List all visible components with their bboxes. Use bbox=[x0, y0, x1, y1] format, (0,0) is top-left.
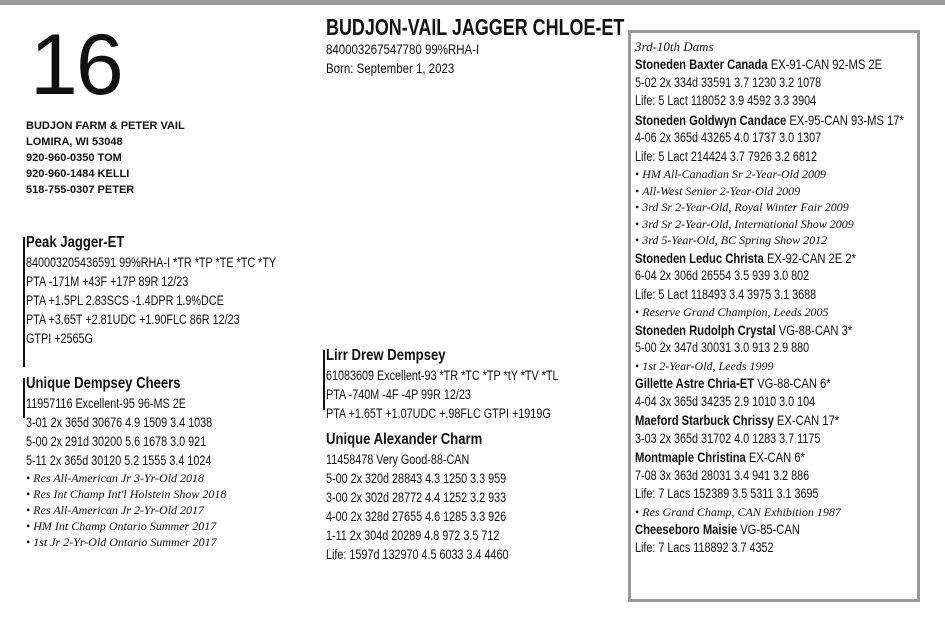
pedigree-dam-note: • 3rd 5-Year-Old, BC Spring Show 2012 bbox=[635, 232, 917, 249]
maternal-dam-line: 11458478 Very Good-88-CAN bbox=[326, 452, 470, 467]
pedigree-dam-note: • HM All-Canadian Sr 2-Year-Old 2009 bbox=[635, 166, 917, 183]
pedigree-dam-note: • All-West Senior 2-Year-Old 2009 bbox=[635, 183, 917, 200]
dam-name: Unique Dempsey Cheers bbox=[26, 375, 181, 392]
dam-line: 11957116 Excellent-95 96-MS 2E bbox=[26, 396, 186, 411]
maternal-dam-name: Unique Alexander Charm bbox=[326, 431, 483, 448]
sire-bracket bbox=[23, 237, 25, 367]
pedigree-dam-note: • 3rd Sr 2-Year-Old, Royal Winter Fair 2009 bbox=[635, 199, 917, 216]
consignor-phone: 920-960-1484 KELLI bbox=[26, 168, 130, 180]
pedigree-dam-row bbox=[635, 374, 917, 393]
pedigree-dam-classification: EX-CAN 6* bbox=[748, 449, 805, 465]
consignor-phone: 518-755-0307 PETER bbox=[26, 184, 135, 196]
pedigree-dam-classification: EX-CAN 17* bbox=[776, 412, 840, 428]
animal-registration: 840003267547780 99%RHA-I bbox=[326, 41, 480, 57]
animal-born-date: Born: September 1, 2023 bbox=[326, 60, 455, 76]
pedigree-dam-record: 3-03 2x 365d 31702 4.0 1283 3.7 1175 bbox=[635, 430, 821, 446]
dam-record: 3-01 2x 365d 30676 4.9 1509 3.4 1038 bbox=[26, 415, 213, 430]
dam-note: • Res Int Champ Int'l Holstein Show 2018 bbox=[26, 486, 259, 502]
pedigree-dam-record: Life: 5 Lact 214424 3.7 7926 3.2 6812 bbox=[635, 148, 817, 164]
pedigree-dam-record: 4-06 2x 365d 43265 4.0 1737 3.0 1307 bbox=[635, 130, 822, 145]
pedigree-dam-name: Stoneden Leduc Christa bbox=[635, 249, 764, 266]
pedigree-dam-record: Life: 7 Lacs 152389 3.5 5311 3.1 3695 bbox=[635, 486, 819, 501]
sire-line: PTA +1.5PL 2.83SCS -1.4DPR 1.9%DCE bbox=[26, 293, 224, 308]
top-rule bbox=[0, 0, 945, 5]
sire-line: 840003205436591 99%RHA-I *TR *TP *TE *TC *TY bbox=[26, 255, 277, 270]
sire-section bbox=[26, 233, 339, 348]
maternal-sire-name: Lirr Drew Dempsey bbox=[326, 347, 446, 364]
consignor-name: BUDJON FARM & PETER VAIL bbox=[26, 120, 185, 132]
pedigree-dam-note: • Reserve Grand Champion, Leeds 2005 bbox=[635, 304, 917, 321]
pedigree-dam-note: • 3rd Sr 2-Year-Old, International Show 2009 bbox=[635, 216, 917, 233]
maternal-dam-section bbox=[326, 430, 554, 564]
consignor-phone: 920-960-0350 TOM bbox=[26, 152, 122, 164]
pedigree-dam-record: 6-04 2x 306d 26554 3.5 939 3.0 802 bbox=[635, 268, 810, 283]
pedigree-dam-record: 4-04 3x 365d 34235 2.9 1010 3.0 104 bbox=[635, 393, 816, 409]
pedigree-dam-classification: EX-95-CAN 93-MS 17* bbox=[789, 111, 904, 128]
maternal-dam-record: 3-00 2x 302d 28772 4.4 1252 3.2 933 bbox=[326, 490, 507, 505]
pedigree-dam-record: 5-02 2x 334d 33591 3.7 1230 3.2 1078 bbox=[635, 74, 822, 90]
pedigree-dam-record: 5-00 2x 347d 30031 3.0 913 2.9 880 bbox=[635, 340, 810, 355]
pedigree-dam-record: Life: 7 Lacs 118892 3.7 4352 bbox=[635, 539, 774, 555]
consignor-city: LOMIRA, WI 53048 bbox=[26, 136, 123, 148]
pedigree-dam-classification: VG-88-CAN 6* bbox=[757, 375, 831, 391]
maternal-sire-line: 61083609 Excellent-93 *TR *TC *TP *tY *TV *TL bbox=[326, 368, 559, 383]
sire-line: PTA -171M +43F +17P 89R 12/23 bbox=[26, 274, 189, 289]
dam-record: 5-00 2x 291d 30200 5.6 1678 3.0 921 bbox=[26, 434, 207, 449]
dam-note: • Res All-American Jr 2-Yr-Old 2017 bbox=[26, 502, 259, 518]
maternal-dam-lifetime: Life: 1597d 132970 4.5 6033 3.4 4460 bbox=[326, 547, 509, 562]
maternal-dam-record: 4-00 2x 328d 27655 4.6 1285 3.3 926 bbox=[326, 509, 507, 524]
pedigree-dam-row bbox=[635, 321, 917, 340]
extended-pedigree-box bbox=[628, 30, 920, 602]
pedigree-dam-name: Stoneden Goldwyn Candace bbox=[635, 111, 787, 128]
pedigree-dam-classification: EX-92-CAN 2E 2* bbox=[766, 249, 856, 266]
pedigree-dam-classification: VG-88-CAN 3* bbox=[778, 321, 853, 338]
pedigree-dam-row bbox=[635, 448, 917, 467]
dam-record: 5-11 2x 365d 30120 5.2 1555 3.4 1024 bbox=[26, 453, 212, 468]
pedigree-dam-name: Gillette Astre Chria-ET bbox=[635, 375, 755, 391]
pedigree-dam-row bbox=[635, 55, 917, 74]
pedigree-dam-name: Stoneden Baxter Canada bbox=[635, 56, 768, 72]
maternal-dam-record: 5-00 2x 320d 28843 4.3 1250 3.3 959 bbox=[326, 471, 507, 486]
consignor-block bbox=[26, 118, 185, 198]
pedigree-dam-name: Stoneden Rudolph Crystal bbox=[635, 321, 776, 338]
pedigree-dam-row bbox=[635, 411, 917, 430]
maternal-sire-line: PTA +1.65T +1.07UDC +.98FLC GTPI +1919G bbox=[326, 406, 551, 421]
pedigree-dam-note: • 1st 2-Year-Old, Leeds 1999 bbox=[635, 358, 917, 375]
maternal-sire-line: PTA -740M -4F -4P 99R 12/23 bbox=[326, 387, 471, 402]
maternal-sire-section bbox=[326, 346, 617, 423]
pedigree-dam-name: Cheeseboro Maisie bbox=[635, 521, 738, 537]
pedigree-dam-row bbox=[635, 520, 917, 539]
lot-number: 16 bbox=[30, 17, 122, 113]
dam-note: • HM Int Champ Ontario Summer 2017 bbox=[26, 518, 259, 534]
pedigree-dam-record: Life: 5 Lact 118493 3.4 3975 3.1 3688 bbox=[635, 286, 817, 302]
pedigree-dam-name: Maeford Starbuck Chrissy bbox=[635, 412, 774, 428]
dam-note: • 1st Jr 2-Yr-Old Ontario Summer 2017 bbox=[26, 534, 259, 550]
dam-note: • Res All-American Jr 3-Yr-Old 2018 bbox=[26, 470, 259, 486]
sire-line: GTPI +2565G bbox=[26, 331, 93, 346]
pedigree-dam-record: Life: 5 Lact 118052 3.9 4592 3.3 3904 bbox=[635, 93, 817, 108]
pedigree-header: 3rd-10th Dams bbox=[635, 39, 714, 54]
pedigree-dam-note: • Res Grand Champ, CAN Exhibition 1987 bbox=[635, 504, 917, 521]
pedigree-dam-list bbox=[635, 55, 917, 557]
pedigree-dam-name: Montmaple Christina bbox=[635, 449, 746, 465]
sire-name: Peak Jagger-ET bbox=[26, 234, 125, 251]
pedigree-dam-classification: VG-85-CAN bbox=[740, 521, 800, 537]
pedigree-dam-row bbox=[635, 111, 917, 130]
maternal-sire-bracket bbox=[323, 350, 325, 410]
animal-name: BUDJON-VAIL JAGGER CHLOE-ET bbox=[326, 14, 625, 40]
pedigree-dam-row bbox=[635, 249, 917, 268]
pedigree-dam-record: 7-08 3x 363d 28031 3.4 941 3.2 886 bbox=[635, 467, 810, 483]
maternal-dam-record: 1-11 2x 304d 20289 4.8 972 3.5 712 bbox=[326, 528, 500, 543]
dam-section bbox=[26, 374, 259, 550]
pedigree-dam-classification: EX-91-CAN 92-MS 2E bbox=[770, 56, 883, 72]
dam-bracket bbox=[23, 378, 25, 418]
sire-line: PTA +3.65T +2.81UDC +1.90FLC 86R 12/23 bbox=[26, 312, 240, 327]
